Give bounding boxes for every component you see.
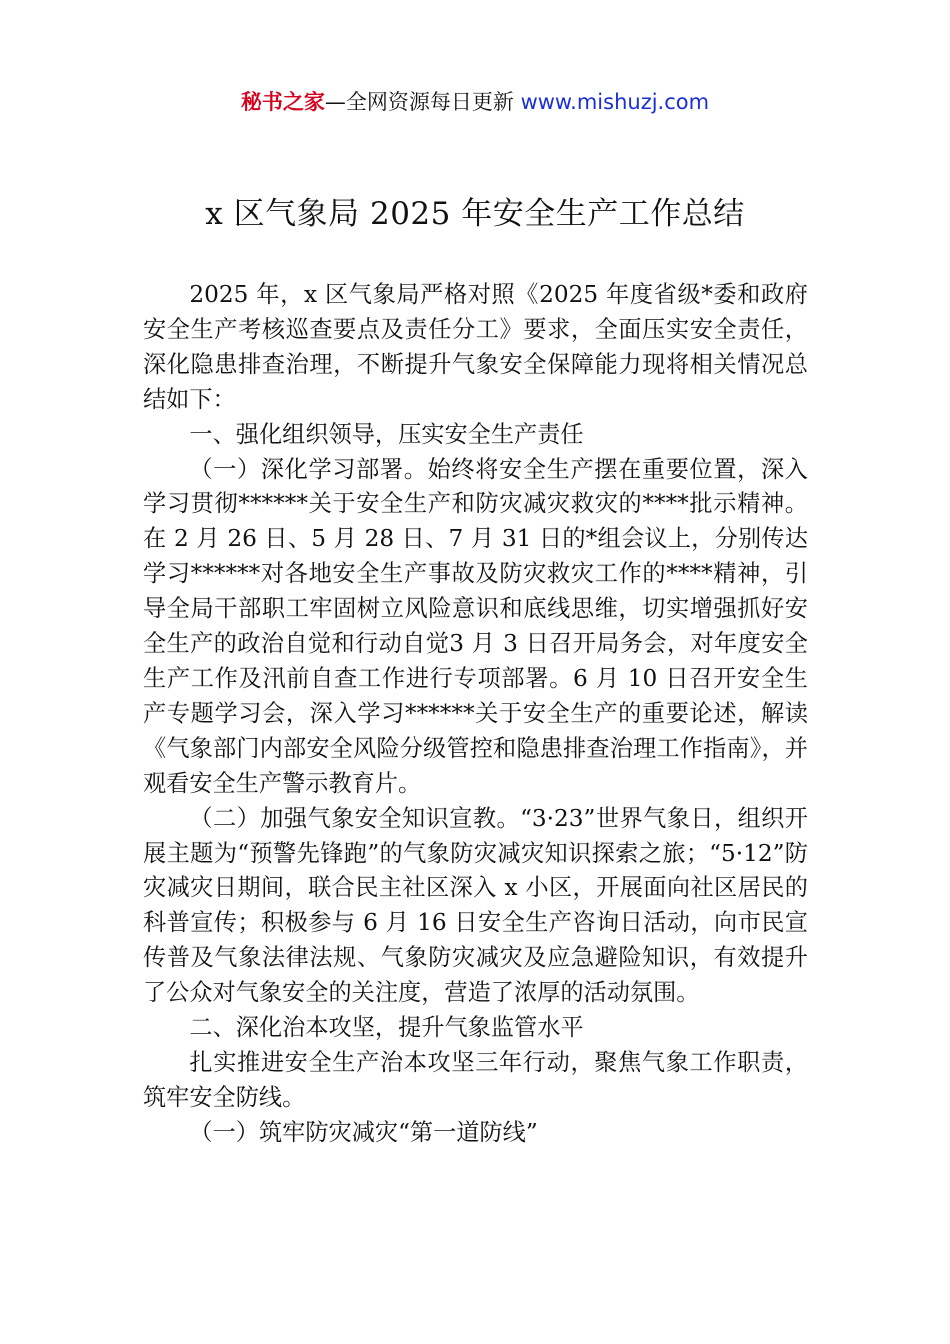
- intro-paragraph: 2025 年，x 区气象局严格对照《2025 年度省级*委和政府安全生产考核巡查要点及责任分工》要求，全面压实安全责任，深化隐患排查治理，不断提升气象安全保障能力现将相关情况总结如下：: [143, 281, 808, 413]
- site-brand: 秘书之家: [240, 90, 325, 114]
- site-url-link[interactable]: www.mishuzj.com: [520, 90, 710, 114]
- body-paragraph: 扎实推进安全生产治本攻坚三年行动，聚焦气象工作职责，筑牢安全防线。: [143, 1048, 808, 1111]
- document-title: x 区气象局 2025 年安全生产工作总结: [205, 196, 745, 232]
- subsection-heading: （一）筑牢防灾减灾“第一道防线”: [189, 1118, 538, 1146]
- section-heading-2: 二、深化治本攻坚，提升气象监管水平: [189, 1014, 584, 1042]
- section-heading-1: 一、强化组织领导，压实安全生产责任: [189, 420, 584, 448]
- site-tagline: —全网资源每日更新: [324, 90, 521, 114]
- body-paragraph: （一）深化学习部署。始终将安全生产摆在重要位置，深入学习贯彻******关于安全生产和防灾减灾救灾的****批示精神。在 2 月 26 日、5 月 28 日、7 月 31 日的*组会议上，分别传达学习******对各地安全生产事故及防灾救灾工作的****精神，引导全局干部职工牢固树立风险意识和底线思维，切实增强抓好安全生产的政治自觉和行动自觉3 月 3 日召开局务会，对年度安全生产工作及汛前自查工作进行专项部署。6 月 10 日召开安全生产专题学习会，深入学习******关于安全生产的重要论述，解读《气象部门内部安全风险分级管控和隐患排查治理工作指南》，并观看安全生产警示教育片。: [143, 455, 808, 797]
- body-paragraph: （二）加强气象安全知识宣教。“3·23”世界气象日，组织开展主题为“预警先锋跑”的气象防灾减灾知识探索之旅；“5·12”防灾减灾日期间，联合民主社区深入 x 小区，开展面向社区居民的科普宣传；积极参与 6 月 16 日安全生产咨询日活动，向市民宣传普及气象法律法规、气象防灾减灾及应急避险知识，有效提升了公众对气象安全的关注度，营造了浓厚的活动氛围。: [143, 804, 808, 1007]
- document-body: [143, 278, 808, 1151]
- site-header: [0, 86, 950, 116]
